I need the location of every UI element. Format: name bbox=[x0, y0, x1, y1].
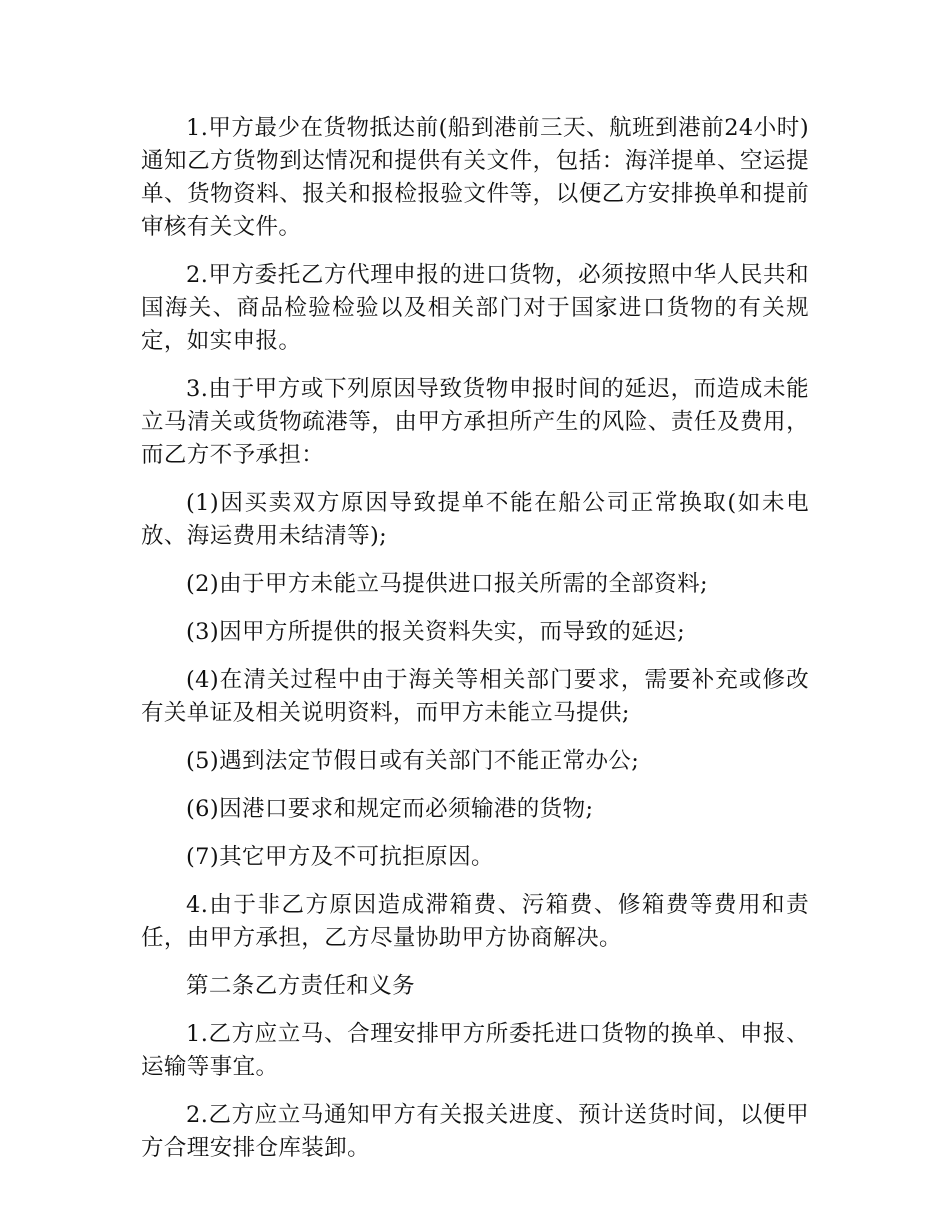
paragraph-item-1: (1)因买卖双方原因导致提单不能在船公司正常换取(如未电放、海运费用未结清等); bbox=[141, 490, 809, 549]
paragraph-duty-1: 1.乙方应立马、合理安排甲方所委托进口货物的换单、申报、运输等事宜。 bbox=[141, 1021, 809, 1080]
paragraph-1: 1.甲方最少在货物抵达前(船到港前三天、航班到港前24小时)通知乙方货物到达情况和提供有关文件，包括：海洋提单、空运提单、货物资料、报关和报检报验文件等，以便乙方安排换单和提前审核有关文件。 bbox=[141, 115, 809, 240]
paragraph-item-5: (5)遇到法定节假日或有关部门不能正常办公; bbox=[186, 748, 640, 774]
document-body bbox=[141, 112, 809, 1180]
paragraph-item-4: (4)在清关过程中由于海关等相关部门要求，需要补充或修改有关单证及相关说明资料，而甲方未能立马提供; bbox=[141, 667, 809, 726]
paragraph-item-3: (3)因甲方所提供的报关资料失实，而导致的延迟; bbox=[186, 619, 686, 645]
paragraph-item-2: (2)由于甲方未能立马提供进口报关所需的全部资料; bbox=[186, 571, 708, 597]
paragraph-item-6: (6)因港口要求和规定而必须输港的货物; bbox=[186, 796, 594, 822]
paragraph-3: 3.由于甲方或下列原因导致货物申报时间的延迟，而造成未能立马清关或货物疏港等，由甲方承担所产生的风险、责任及费用，而乙方不予承担： bbox=[141, 376, 809, 468]
paragraph-item-7: (7)其它甲方及不可抗拒原因。 bbox=[186, 844, 494, 870]
paragraph-duty-2: 2.乙方应立马通知甲方有关报关进度、预计送货时间，以便甲方合理安排仓库装卸。 bbox=[141, 1102, 809, 1161]
paragraph-4: 4.由于非乙方原因造成滞箱费、污箱费、修箱费等费用和责任，由甲方承担，乙方尽量协助甲方协商解决。 bbox=[141, 892, 809, 951]
section-heading: 第二条乙方责任和义务 bbox=[186, 973, 416, 999]
paragraph-2: 2.甲方委托乙方代理申报的进口货物，必须按照中华人民共和国海关、商品检验检验以及相关部门对于国家进口货物的有关规定，如实申报。 bbox=[141, 262, 809, 354]
